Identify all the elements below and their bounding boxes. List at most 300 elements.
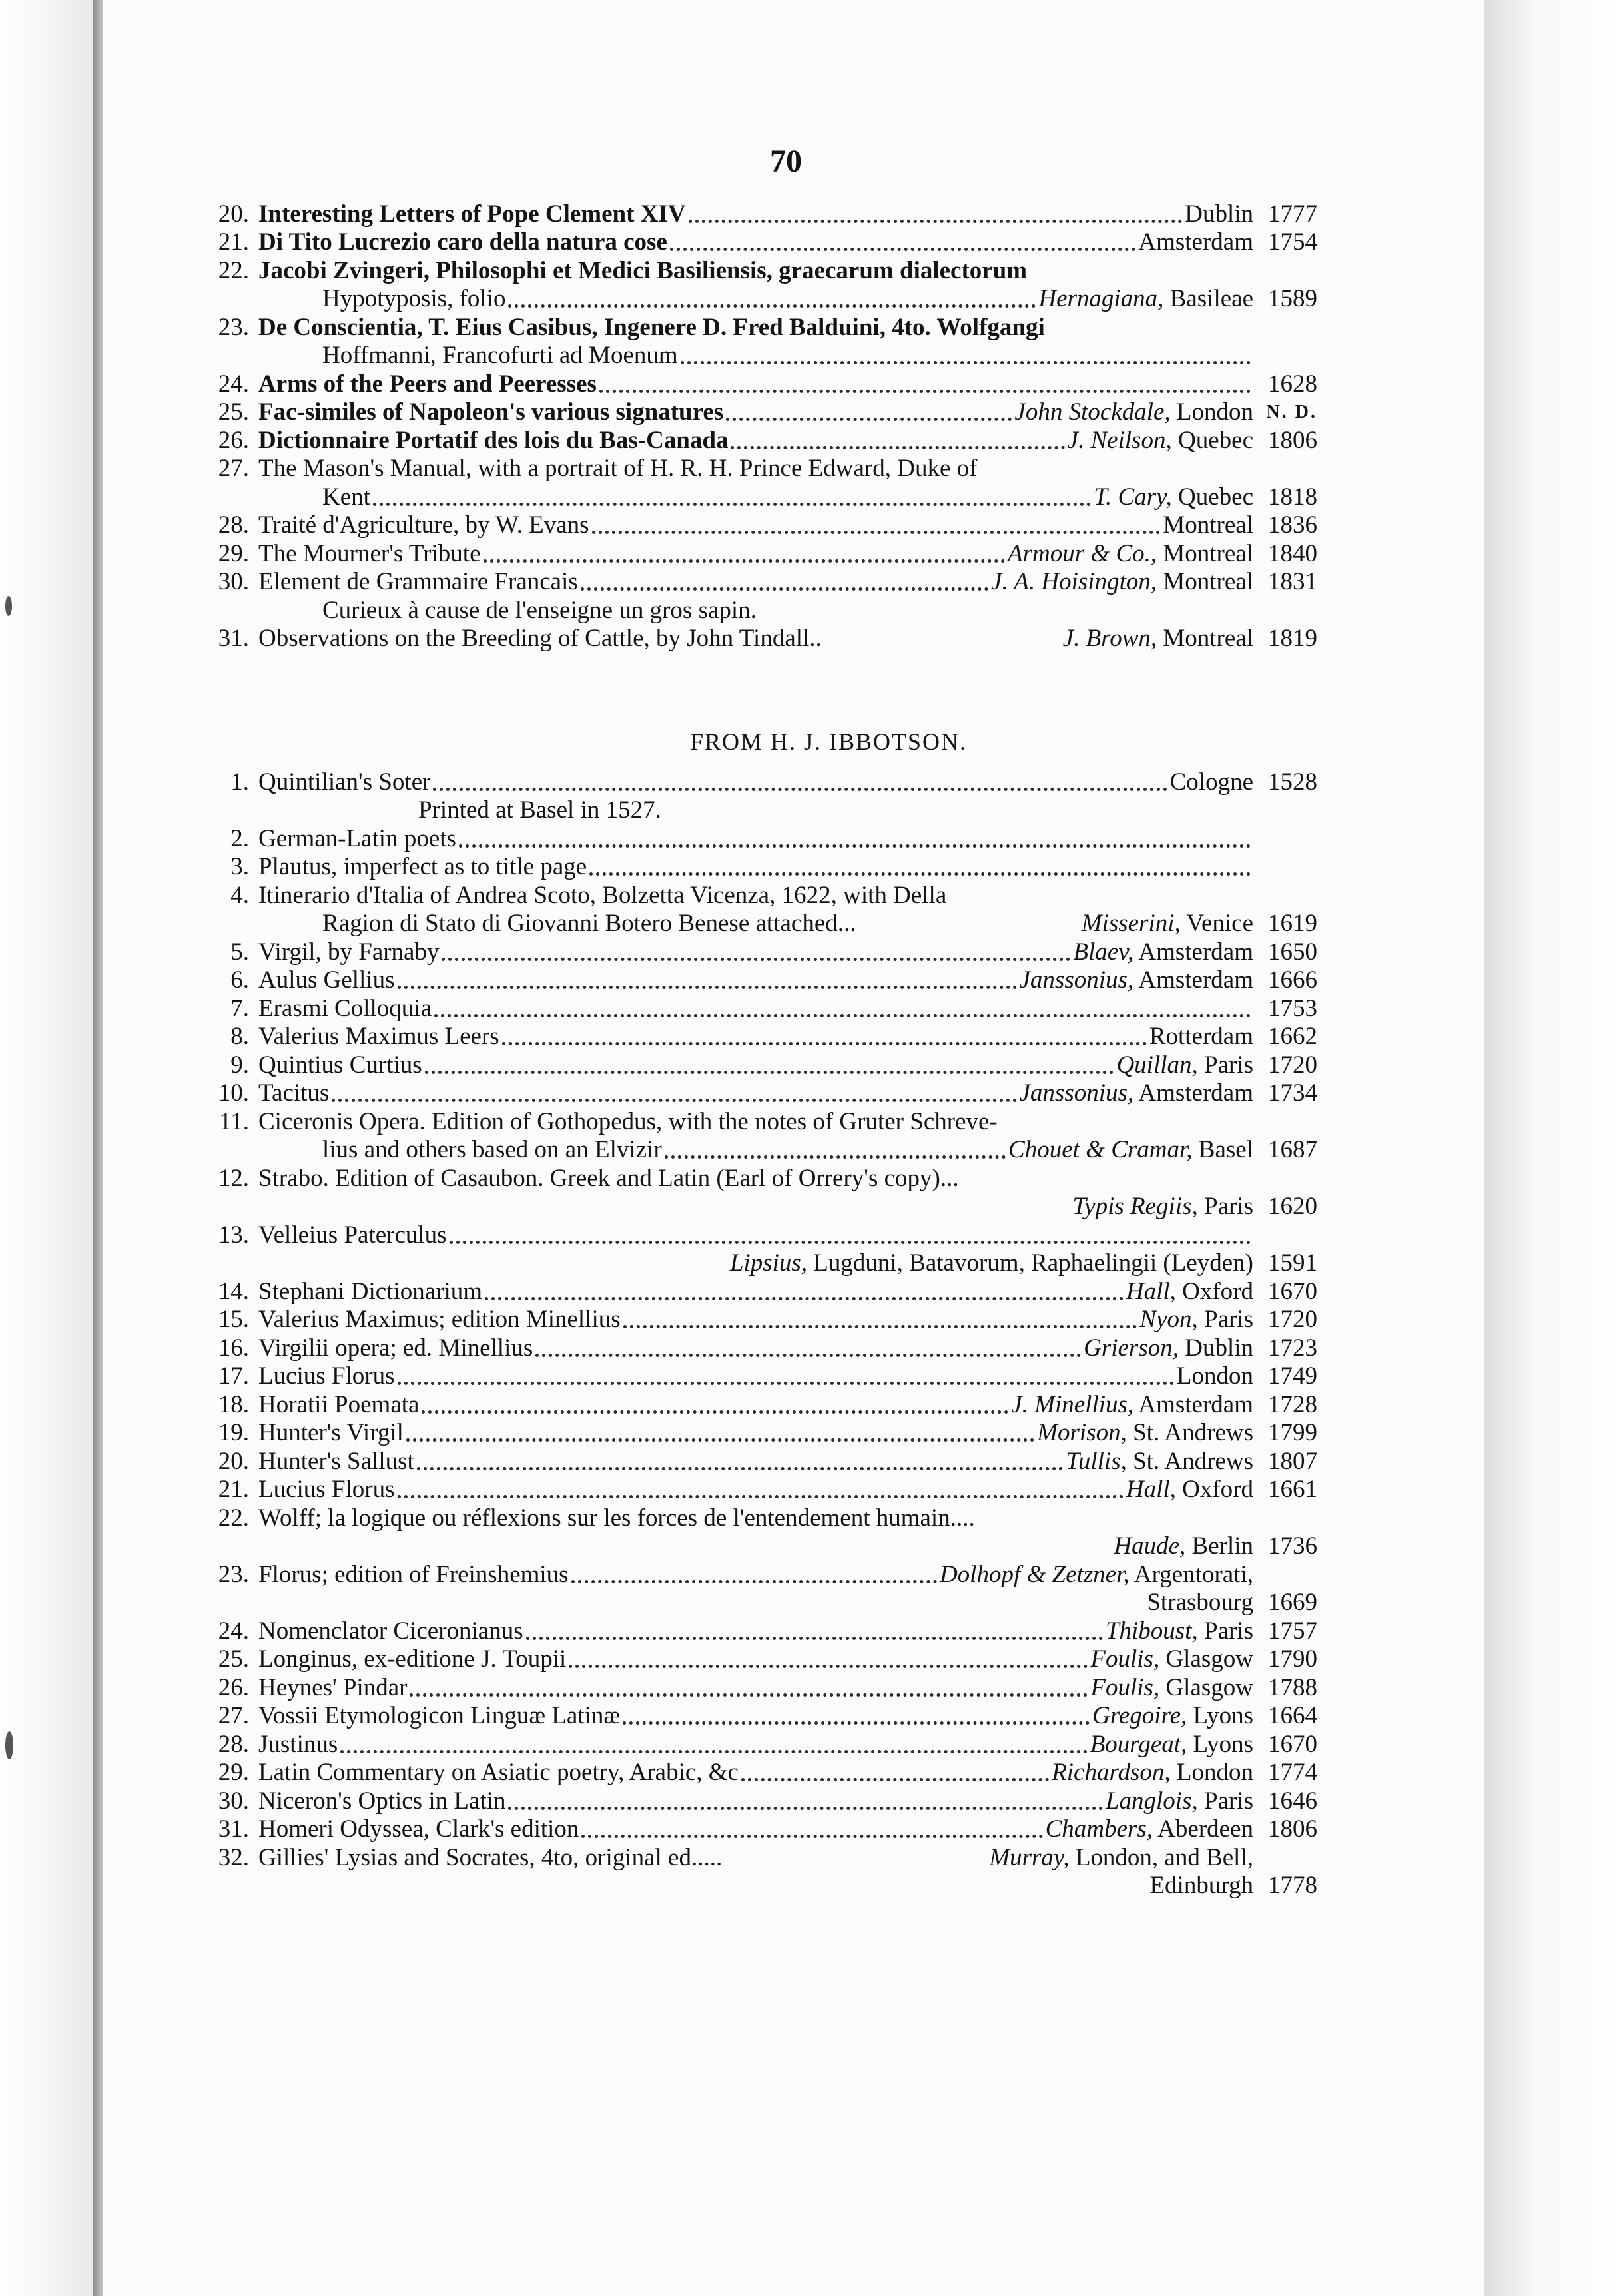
entry-body [258, 1051, 1253, 1079]
entry-body [258, 1023, 1253, 1051]
catalogue-entry [0, 966, 1617, 995]
entry-publisher [1092, 1702, 1253, 1730]
entry-number: 25. [218, 1645, 249, 1673]
catalogue-entry [0, 1589, 1617, 1617]
entry-title: Lucius Florus [258, 1362, 395, 1390]
entry-publisher [1126, 1476, 1253, 1504]
entry-publisher [1090, 1645, 1253, 1673]
catalogue-entry [0, 1051, 1617, 1079]
entry-title: Florus; edition of Freinshemius [258, 1560, 569, 1588]
entry-number: 21. [218, 228, 249, 256]
dot-leader [459, 844, 1251, 848]
publisher-name: Janssonius, [1019, 966, 1134, 994]
entry-body [258, 1391, 1253, 1419]
publisher-place: Dublin [1185, 200, 1253, 228]
publisher-name: Gregoire, [1092, 1702, 1187, 1729]
entry-title: Valerius Maximus Leers [258, 1023, 499, 1050]
catalogue-entry [0, 1730, 1617, 1759]
publisher-name: Langlois, [1105, 1787, 1198, 1815]
dot-leader [398, 1381, 1174, 1385]
dot-leader [398, 1494, 1124, 1498]
entry-number: 11. [219, 1107, 249, 1135]
entry-number: 23. [218, 1560, 249, 1588]
catalogue-entry [0, 625, 1617, 653]
entry-publisher [989, 1844, 1253, 1872]
entry-title: Gillies' Lysias and Socrates, 4to, original ed..... [258, 1843, 723, 1871]
dot-leader [417, 1466, 1064, 1470]
catalogue-entry [0, 1079, 1617, 1108]
publisher-place: Amsterdam [1133, 966, 1253, 994]
entry-number: 7. [230, 994, 249, 1022]
entry-body [258, 540, 1253, 568]
entry-body [258, 1419, 1253, 1447]
catalogue-entry [0, 853, 1617, 882]
entry-title: Stephani Dictionarium [258, 1277, 483, 1305]
entry-title: Velleius Paterculus [258, 1221, 447, 1249]
entry-number: 30. [218, 1787, 249, 1815]
publisher-place: London [1176, 1362, 1253, 1390]
dot-leader [589, 872, 1251, 876]
entry-year: 1818 [1268, 483, 1317, 511]
publisher-name: Hall, [1126, 1476, 1176, 1503]
catalogue-entry [0, 596, 1617, 625]
entry-body [258, 1362, 1253, 1390]
publisher-place: Argentorati, [1129, 1560, 1253, 1588]
entry-year: 1666 [1268, 966, 1317, 994]
entry-body [258, 568, 1253, 596]
entry-title: Justinus [258, 1730, 338, 1758]
catalogue-entry [0, 228, 1617, 257]
publisher-name: Foulis, [1090, 1645, 1160, 1673]
dot-leader [731, 445, 1064, 449]
entry-year: 1757 [1268, 1617, 1317, 1645]
publisher-name: T. Cary, [1094, 483, 1172, 511]
catalogue-entry [0, 1759, 1617, 1787]
entry-body [258, 1221, 1253, 1249]
catalogue-entry [0, 1419, 1617, 1448]
entry-year: 1670 [1268, 1277, 1317, 1305]
publisher-name: Misserini, [1081, 910, 1181, 937]
entry-body [258, 1645, 1253, 1673]
publisher-name: J. Brown, [1062, 625, 1157, 652]
publisher-place: Quebec [1171, 426, 1253, 454]
entry-body [258, 995, 1253, 1023]
publisher-place: Berlin [1185, 1532, 1253, 1560]
catalogue-entry [0, 1787, 1617, 1815]
entry-publisher [1163, 511, 1253, 539]
catalogue-entry [0, 398, 1617, 427]
catalogue-entry [0, 1107, 1617, 1136]
entry-title: Observations on the Breeding of Cattle, by John Tindall.. [258, 625, 822, 652]
entry-publisher [1008, 540, 1253, 568]
entry-body [258, 1306, 1253, 1334]
publisher-place: Montreal [1157, 625, 1253, 652]
publisher-place: Cologne [1169, 768, 1253, 796]
entry-number: 29. [218, 1759, 249, 1786]
entry-body [258, 200, 1253, 228]
entry-year: 1661 [1268, 1476, 1317, 1503]
entry-title: Quintilian's Soter [258, 768, 431, 796]
entry-title: Element de Grammaire Francais [258, 568, 578, 595]
entry-number: 5. [230, 938, 249, 966]
catalogue-entry [0, 285, 1617, 314]
entry-publisher [1072, 1193, 1253, 1221]
entry-publisher [1066, 1448, 1253, 1476]
dot-leader [535, 1353, 1081, 1357]
entry-publisher [991, 568, 1253, 596]
publisher-name: Hall, [1126, 1277, 1176, 1305]
entry-year: 1753 [1268, 994, 1317, 1022]
publisher-name: Dolhopf & Zetzner, [939, 1560, 1130, 1588]
dot-leader [425, 1070, 1114, 1074]
dot-leader [450, 1240, 1251, 1244]
catalogue-entry [0, 1136, 1617, 1165]
entry-number: 8. [230, 1023, 249, 1050]
dot-leader [623, 1324, 1137, 1328]
entry-year: 1670 [1268, 1730, 1317, 1758]
entry-body [258, 853, 1253, 881]
entry-number: 3. [230, 853, 249, 880]
publisher-name: Tullis, [1066, 1447, 1127, 1475]
entry-number: 21. [218, 1476, 249, 1503]
entry-title: Tacitus [258, 1079, 330, 1107]
entry-year: 1806 [1268, 426, 1317, 454]
entry-publisher [1020, 1079, 1254, 1107]
publisher-place: Paris [1197, 1051, 1253, 1079]
entry-number: 25. [218, 398, 249, 426]
entry-body [258, 796, 1253, 824]
publisher-place: London [1170, 1759, 1253, 1786]
publisher-name: Richardson, [1052, 1759, 1171, 1786]
publisher-name: Janssonius, [1019, 1079, 1134, 1107]
publisher-place: Paris [1197, 1617, 1253, 1645]
catalogue-entry [0, 1447, 1617, 1476]
entry-body [258, 1165, 1253, 1193]
entry-publisher [1106, 1787, 1253, 1815]
publisher-name: J. Neilson, [1067, 426, 1172, 454]
entry-year: 1734 [1268, 1079, 1317, 1107]
entry-publisher [1008, 1136, 1253, 1164]
entry-body [258, 1617, 1253, 1645]
entry-year: 1591 [1268, 1249, 1317, 1277]
entry-body [258, 1504, 1253, 1532]
catalogue-entry [0, 1193, 1617, 1221]
catalogue-entry [0, 1334, 1617, 1362]
publisher-place: Montreal [1157, 568, 1253, 595]
catalogue-entry [0, 539, 1617, 568]
publisher-place: Rotterdam [1149, 1023, 1253, 1050]
entry-number: 24. [218, 370, 249, 398]
catalogue-entry [0, 768, 1617, 796]
entry-title: Curieux à cause de l'enseigne un gros sapin. [322, 596, 757, 624]
publisher-name: Foulis, [1090, 1673, 1160, 1701]
publisher-name: Quillan, [1116, 1051, 1198, 1079]
entry-publisher [1038, 285, 1253, 313]
entry-publisher [1052, 1759, 1253, 1787]
publisher-name: John Stockdale, [1014, 398, 1171, 426]
entry-body [258, 1702, 1253, 1730]
entry-publisher [1114, 1532, 1253, 1560]
dot-leader [340, 1749, 1087, 1753]
entry-publisher [1068, 427, 1253, 455]
entry-year: 1754 [1268, 228, 1317, 256]
dot-leader [599, 389, 1251, 393]
catalogue-entry [0, 370, 1617, 398]
entry-title: Hunter's Sallust [258, 1447, 414, 1475]
entry-title: Homeri Odyssea, Clark's edition [258, 1815, 579, 1843]
entry-body [258, 1589, 1253, 1617]
catalogue-entry [0, 824, 1617, 853]
catalogue-entry [0, 313, 1617, 342]
publisher-place: Lugduni, Batavorum, Raphaelingii (Leyden) [807, 1249, 1253, 1277]
dot-leader [581, 587, 988, 591]
publisher-place: St. Andrews [1126, 1419, 1253, 1446]
entry-number: 30. [218, 568, 249, 595]
entry-publisher [1073, 938, 1253, 966]
entry-year: 1806 [1268, 1815, 1317, 1843]
entry-publisher [1139, 1306, 1253, 1334]
entry-publisher [1090, 1674, 1253, 1702]
entry-body [258, 1334, 1253, 1362]
entry-title: Longinus, ex-editione J. Toupii [258, 1645, 567, 1673]
dot-leader [484, 559, 1006, 563]
entry-publisher [1082, 910, 1253, 938]
catalogue-entry [0, 1362, 1617, 1391]
entry-year: 1720 [1268, 1051, 1317, 1079]
publisher-name: Morison, [1037, 1419, 1127, 1446]
entry-number: 6. [230, 966, 249, 994]
entry-body [258, 1532, 1253, 1560]
dot-leader [332, 1098, 1016, 1102]
entry-body [258, 910, 1253, 938]
entry-year: 1589 [1268, 285, 1317, 312]
entry-body [258, 342, 1253, 370]
catalogue-entry [0, 1221, 1617, 1249]
entry-title: Niceron's Optics in Latin [258, 1787, 506, 1815]
publisher-name: Chambers, [1045, 1815, 1153, 1843]
entry-number: 29. [218, 539, 249, 567]
entry-year: 1620 [1268, 1193, 1317, 1220]
publisher-name: Lipsius, [729, 1249, 808, 1277]
entry-title: The Mourner's Tribute [258, 539, 481, 567]
entry-publisher [1147, 1589, 1253, 1617]
publisher-place: Aberdeen [1152, 1815, 1253, 1843]
entry-publisher [1185, 200, 1253, 228]
entry-title: Printed at Basel in 1527. [418, 796, 661, 824]
entry-year: 1628 [1268, 370, 1317, 398]
entry-number: 2. [230, 824, 249, 852]
entry-publisher [1090, 1731, 1253, 1759]
entry-title: Dictionnaire Portatif des lois du Bas-Canada [258, 426, 729, 454]
entry-year: 1664 [1268, 1702, 1317, 1729]
entry-title: Aulus Gellius [258, 966, 395, 994]
entry-body [258, 1787, 1253, 1815]
entry-year: 1619 [1268, 910, 1317, 937]
section-heading: FROM H. J. IBBOTSON. [689, 728, 968, 755]
entry-number: 20. [218, 200, 249, 228]
catalogue-entry [0, 938, 1617, 966]
catalogue-entry [0, 256, 1617, 285]
catalogue-entry [0, 455, 1617, 483]
entry-year: 1723 [1268, 1334, 1317, 1362]
entry-publisher [1170, 768, 1253, 796]
entry-publisher [1149, 1023, 1253, 1051]
catalogue-entry [0, 1815, 1617, 1844]
dot-leader [422, 1410, 1008, 1414]
entry-body [258, 1731, 1253, 1759]
dot-leader [434, 1013, 1251, 1017]
entry-year: 1749 [1268, 1362, 1317, 1390]
entry-number: 22. [218, 256, 249, 284]
publisher-place: Lyons [1187, 1730, 1253, 1758]
entry-number: 26. [218, 1673, 249, 1701]
entry-body [258, 1079, 1253, 1107]
dot-leader [665, 1155, 1006, 1159]
entry-title: Fac-similes of Napoleon's various signatures [258, 398, 724, 426]
entry-title: Lucius Florus [258, 1476, 395, 1503]
entry-title: Nomenclator Ciceronianus [258, 1617, 523, 1645]
publisher-place: Paris [1197, 1193, 1253, 1220]
publisher-place: Amsterdam [1133, 1390, 1253, 1418]
catalogue-entry [0, 881, 1617, 910]
entry-title: Quintius Curtius [258, 1051, 422, 1079]
catalogue-list-ibbotson [0, 768, 1617, 1900]
catalogue-entry [0, 1560, 1617, 1589]
publisher-name: Thiboust, [1105, 1617, 1198, 1645]
catalogue-entry [0, 994, 1617, 1023]
publisher-name: Murray, [989, 1843, 1070, 1871]
catalogue-entry [0, 483, 1617, 511]
entry-title: De Conscientia, T. Eius Casibus, Ingenere D. Fred Balduini, 4to. Wolfgangi [258, 313, 1045, 341]
entry-year: 1831 [1268, 568, 1317, 595]
page-number: 70 [770, 144, 802, 179]
entry-year: 1646 [1268, 1787, 1317, 1815]
entry-title: Ragion di Stato di Giovanni Botero Benese attached... [322, 910, 856, 937]
entry-body [258, 483, 1253, 511]
entry-body [258, 938, 1253, 966]
catalogue-entry [0, 796, 1617, 825]
publisher-name: Typis Regiis, [1072, 1193, 1198, 1220]
publisher-name: Armour & Co., [1008, 539, 1157, 567]
entry-publisher [1149, 1872, 1253, 1900]
publisher-name: Blaev, [1073, 938, 1134, 966]
publisher-place: Quebec [1171, 483, 1253, 511]
entry-number: 14. [218, 1277, 249, 1305]
entry-body [258, 1249, 1253, 1277]
entry-publisher [1063, 625, 1253, 653]
entry-title: Horatii Poemata [258, 1390, 420, 1418]
entry-number: 24. [218, 1617, 249, 1645]
entry-body [258, 966, 1253, 994]
entry-body [258, 1448, 1253, 1476]
entry-title: Plautus, imperfect as to title page [258, 853, 587, 880]
publisher-place: Dublin [1178, 1334, 1253, 1362]
catalogue-entry [0, 426, 1617, 455]
catalogue-entry [0, 1843, 1617, 1872]
catalogue-entry [0, 1504, 1617, 1532]
publisher-name: Nyon, [1139, 1306, 1198, 1333]
publisher-place: Oxford [1175, 1277, 1253, 1305]
entry-number: 9. [230, 1051, 249, 1079]
entry-publisher [1177, 1362, 1253, 1390]
dot-leader [689, 219, 1183, 223]
entry-title: Hoffmanni, Francofurti ad Moenum [322, 342, 678, 369]
dot-leader [406, 1438, 1034, 1442]
catalogue-entry [0, 1617, 1617, 1645]
entry-title: Erasmi Colloquia [258, 994, 432, 1022]
entry-title: The Mason's Manual, with a portrait of H. R. H. Prince Edward, Duke of [258, 455, 978, 482]
entry-number: 4. [230, 881, 249, 909]
entry-title: Arms of the Peers and Peeresses [258, 370, 597, 398]
entry-publisher [1106, 1617, 1253, 1645]
entry-body [258, 1844, 1253, 1872]
publisher-place: Basel [1192, 1136, 1253, 1163]
entry-number: 20. [218, 1447, 249, 1475]
entry-title: Virgilii opera; ed. Minellius [258, 1334, 533, 1362]
publisher-place: Paris [1197, 1787, 1253, 1815]
dot-leader [373, 502, 1091, 506]
dot-leader [508, 304, 1036, 308]
catalogue-list-continued [0, 200, 1617, 653]
catalogue-entry [0, 200, 1617, 228]
entry-title: Hunter's Virgil [258, 1419, 404, 1446]
entry-number: 18. [218, 1390, 249, 1418]
entry-body [258, 228, 1253, 256]
entry-body [258, 597, 1253, 625]
entry-publisher [1084, 1334, 1253, 1362]
entry-year: 1669 [1268, 1589, 1317, 1616]
entry-year: 1819 [1268, 625, 1317, 652]
publisher-place: Edinburgh [1149, 1872, 1253, 1899]
entry-body [258, 1136, 1253, 1164]
entry-year: 1528 [1268, 768, 1317, 796]
entry-year: 1777 [1268, 200, 1317, 228]
entry-number: 19. [218, 1419, 249, 1446]
entry-year: 1788 [1268, 1673, 1317, 1701]
entry-publisher [1011, 1391, 1253, 1419]
entry-year: 1720 [1268, 1306, 1317, 1333]
entry-number: 12. [218, 1164, 249, 1192]
entry-number: 28. [218, 511, 249, 539]
catalogue-entry [0, 910, 1617, 938]
entry-year: 1778 [1268, 1872, 1317, 1899]
entry-year: 1836 [1268, 511, 1317, 539]
entry-year: 1799 [1268, 1419, 1317, 1446]
entry-number: 32. [218, 1843, 249, 1871]
entry-title: German-Latin poets [258, 824, 456, 852]
entry-body [258, 370, 1253, 398]
catalogue-entry [0, 1532, 1617, 1561]
entry-body [258, 625, 1253, 653]
publisher-place: Basileae [1163, 285, 1253, 312]
entry-body [258, 427, 1253, 455]
entry-year: 1807 [1268, 1447, 1317, 1475]
entry-number: 1. [230, 768, 249, 796]
publisher-place: Oxford [1175, 1476, 1253, 1503]
publisher-name: Bourgeat, [1090, 1730, 1187, 1758]
entry-body [258, 1674, 1253, 1702]
publisher-place: Glasgow [1159, 1645, 1253, 1673]
entry-publisher [1116, 1051, 1253, 1079]
entry-body [258, 768, 1253, 796]
entry-publisher [1037, 1419, 1253, 1447]
publisher-name: Grierson, [1084, 1334, 1179, 1362]
entry-title: Ciceronis Opera. Edition of Gothopedus, with the notes of Gruter Schreve- [258, 1107, 998, 1135]
publisher-name: Chouet & Cramar, [1008, 1136, 1193, 1163]
entry-publisher [1126, 1278, 1253, 1306]
entry-title: Jacobi Zvingeri, Philosophi et Medici Basiliensis, graecarum dialectorum [258, 256, 1028, 284]
entry-number: 10. [218, 1079, 249, 1107]
